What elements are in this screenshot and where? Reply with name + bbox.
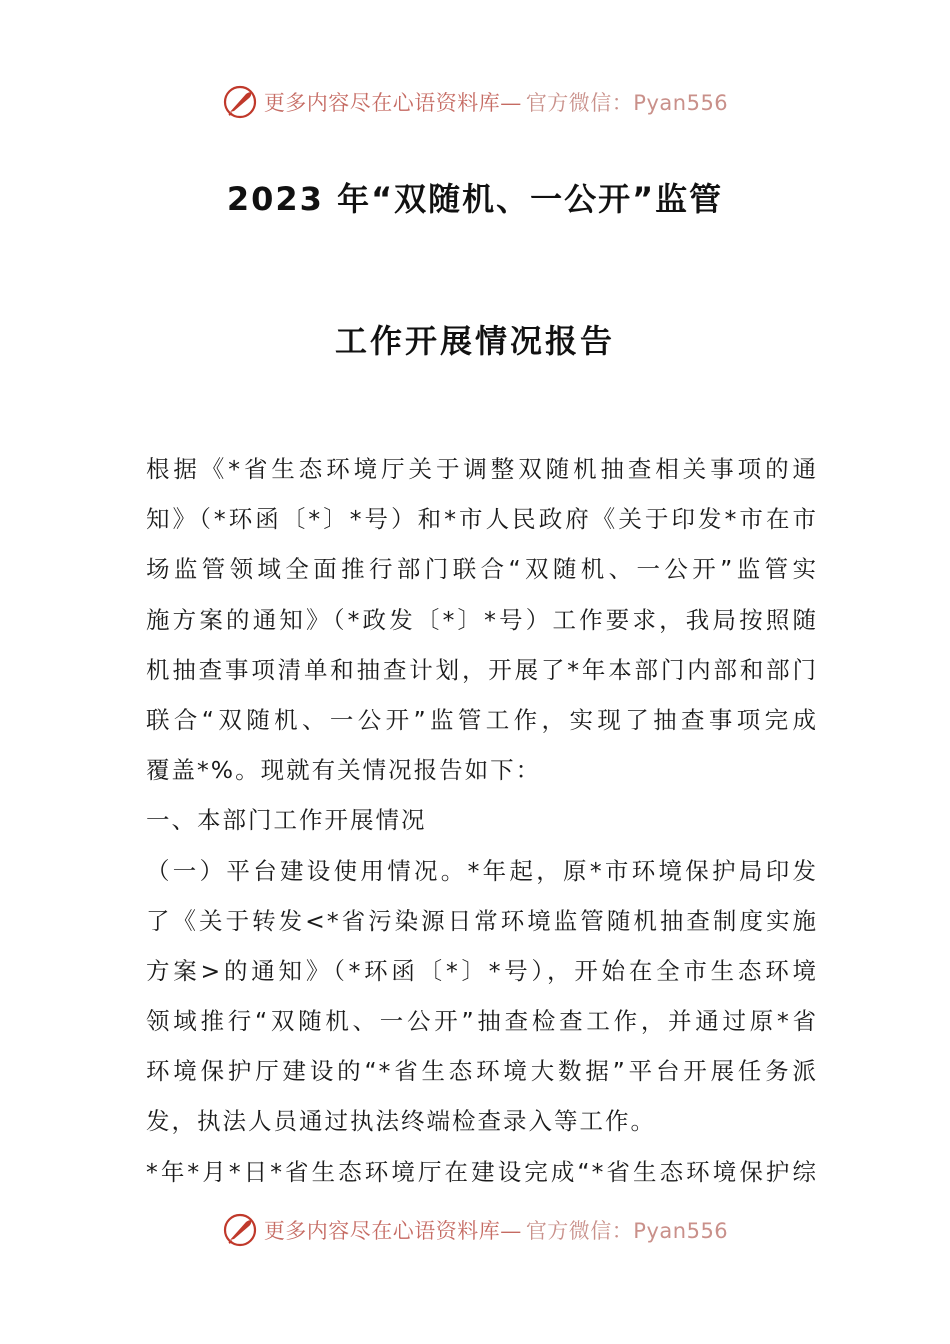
body-line: 环境保护厅建设的“*省生态环境大数据”平台开展任务派: [146, 1057, 818, 1086]
body-line: 覆盖*%。现就有关情况报告如下：: [146, 756, 542, 785]
watermark-contact-text: 官方微信：Pyan556: [525, 1219, 729, 1243]
body-line: 联合“双随机、一公开”监管工作，实现了抽查事项完成: [146, 705, 818, 734]
watermark-brand-text: 更多内容尽在心语资料库—: [263, 91, 522, 115]
watermark-banner-top: [0, 82, 950, 122]
body-line: 领域推行“双随机、一公开”抽查检查工作，并通过原*省: [146, 1007, 818, 1036]
body-line: 方案>的通知》（*环函〔*〕*号），开始在全市生态环境: [146, 956, 818, 985]
watermark-banner-bottom: [0, 1210, 950, 1250]
body-line: （一）平台建设使用情况。*年起，原*市环境保护局印发: [146, 856, 818, 885]
quill-logo-icon: [222, 84, 258, 120]
document-body: [146, 444, 818, 1197]
body-line: 机抽查事项清单和抽查计划，开展了*年本部门内部和部门: [146, 655, 818, 684]
watermark-brand-text: 更多内容尽在心语资料库—: [263, 1219, 522, 1243]
body-line: 知》（*环函〔*〕*号）和*市人民政府《关于印发*市在市: [146, 505, 818, 534]
body-line: 场监管领域全面推行部门联合“双随机、一公开”监管实: [146, 555, 818, 584]
document-title-line-1: 2023 年“双随机、一公开”监管: [226, 180, 724, 218]
section-heading: 一、本部门工作开展情况: [146, 806, 427, 835]
body-line: 根据《*省生态环境厅关于调整双随机抽查相关事项的通: [146, 455, 818, 483]
watermark-contact-text: 官方微信：Pyan556: [525, 91, 729, 115]
quill-logo-icon: [222, 1212, 258, 1248]
body-line: *年*月*日*省生态环境厅在建设完成“*省生态环境保护综: [146, 1157, 818, 1186]
body-line: 施方案的通知》（*政发〔*〕*号）工作要求，我局按照随: [146, 605, 818, 634]
body-line: 发，执法人员通过执法终端检查录入等工作。: [146, 1107, 656, 1136]
document-title-line-2: 工作开展情况报告: [334, 322, 615, 360]
body-line: 了《关于转发<*省污染源日常环境监管随机抽查制度实施: [146, 906, 818, 935]
